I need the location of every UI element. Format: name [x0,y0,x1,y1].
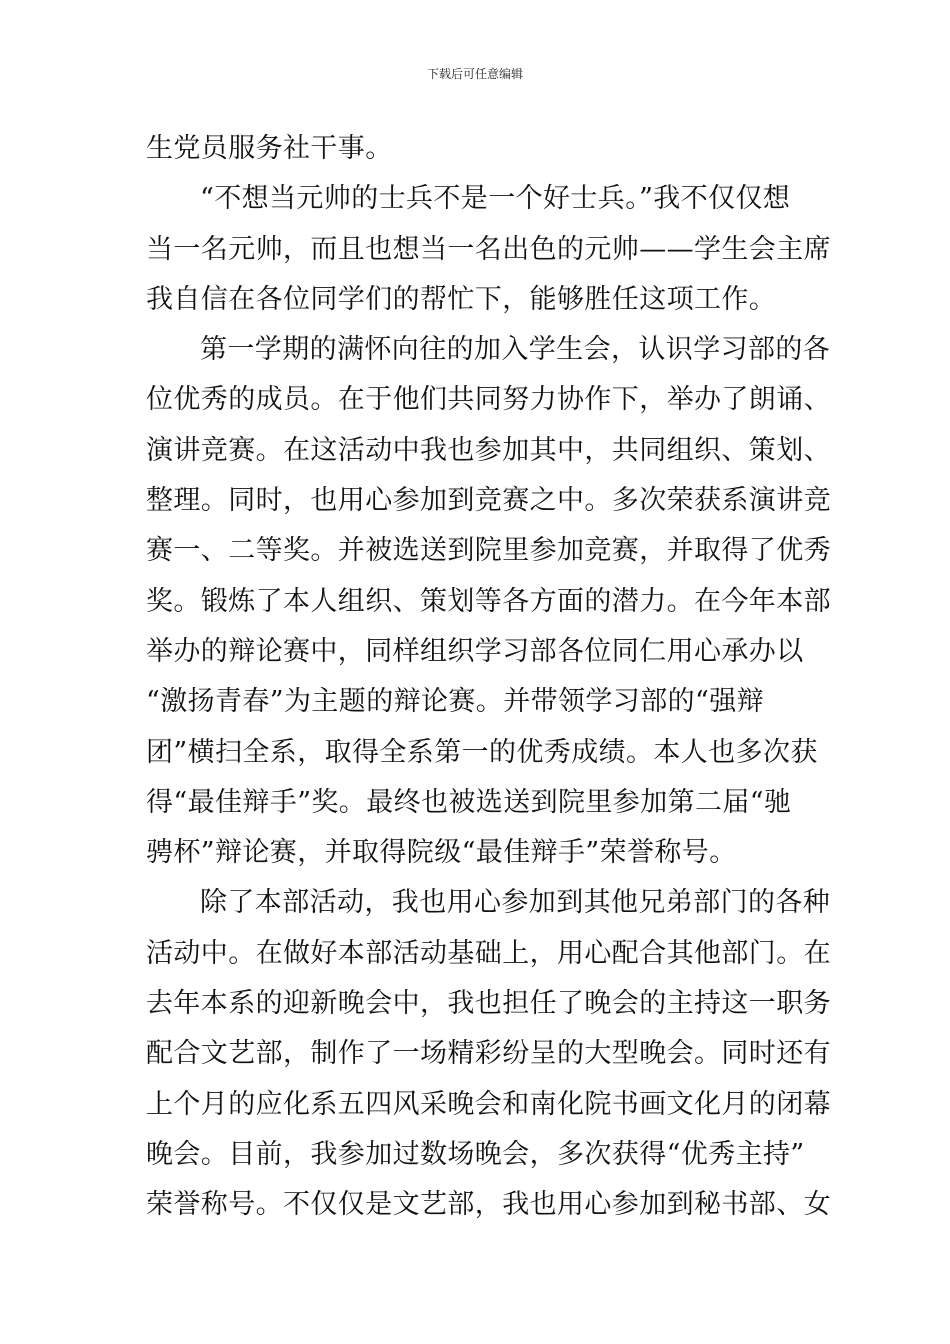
text-line: 位优秀的成员。在于他们共同努力协作下，举办了朗诵、 [146,384,831,416]
text-line: 团”横扫全系，取得全系第一的优秀成绩。本人也多次获 [146,736,818,768]
text-line: 当一名元帅，而且也想当一名出色的元帅——学生会主席 [146,233,831,265]
text-line: 第一学期的满怀向往的加入学生会，认识学习部的各 [200,334,831,366]
text-line: “不想当元帅的士兵不是一个好士兵。”我不仅仅想 [200,183,791,215]
text-line: 骋杯”辩论赛，并取得院级“最佳辩手”荣誉称号。 [146,837,737,869]
text-line: 除了本部活动，我也用心参加到其他兄弟部门的各种 [200,887,831,919]
text-line: 得“最佳辩手”奖。最终也被选送到院里参加第二届“驰 [146,786,792,818]
text-line: 赛一、二等奖。并被选送到院里参加竞赛，并取得了优秀 [146,535,831,567]
text-line: 奖。锻炼了本人组织、策划等各方面的潜力。在今年本部 [146,585,831,617]
page-header: 下载后可任意编辑 [426,67,523,81]
body-text [146,124,831,1231]
text-line: 上个月的应化系五四风采晚会和南化院书画文化月的闭幕 [146,1088,831,1120]
text-line: 活动中。在做好本部活动基础上，用心配合其他部门。在 [146,937,831,969]
text-line: 去年本系的迎新晚会中，我也担任了晚会的主持这一职务 [146,988,831,1020]
text-line: 整理。同时，也用心参加到竞赛之中。多次荣获系演讲竞 [146,485,831,517]
text-line: 举办的辩论赛中，同样组织学习部各位同仁用心承办以 [146,635,804,667]
text-line: 演讲竞赛。在这活动中我也参加其中，共同组织、策划、 [146,434,831,466]
text-line: 生党员服务社干事。 [146,133,393,164]
text-line: 荣誉称号。不仅仅是文艺部，我也用心参加到秘书部、女 [146,1189,831,1221]
text-line: 配合文艺部，制作了一场精彩纷呈的大型晚会。同时还有 [146,1038,831,1070]
text-line: 我自信在各位同学们的帮忙下，能够胜任这项工作。 [146,283,777,315]
text-line: “激扬青春”为主题的辩论赛。并带领学习部的“强辩 [146,686,765,718]
text-line: 晚会。目前，我参加过数场晚会，多次获得“优秀主持” [146,1138,805,1170]
